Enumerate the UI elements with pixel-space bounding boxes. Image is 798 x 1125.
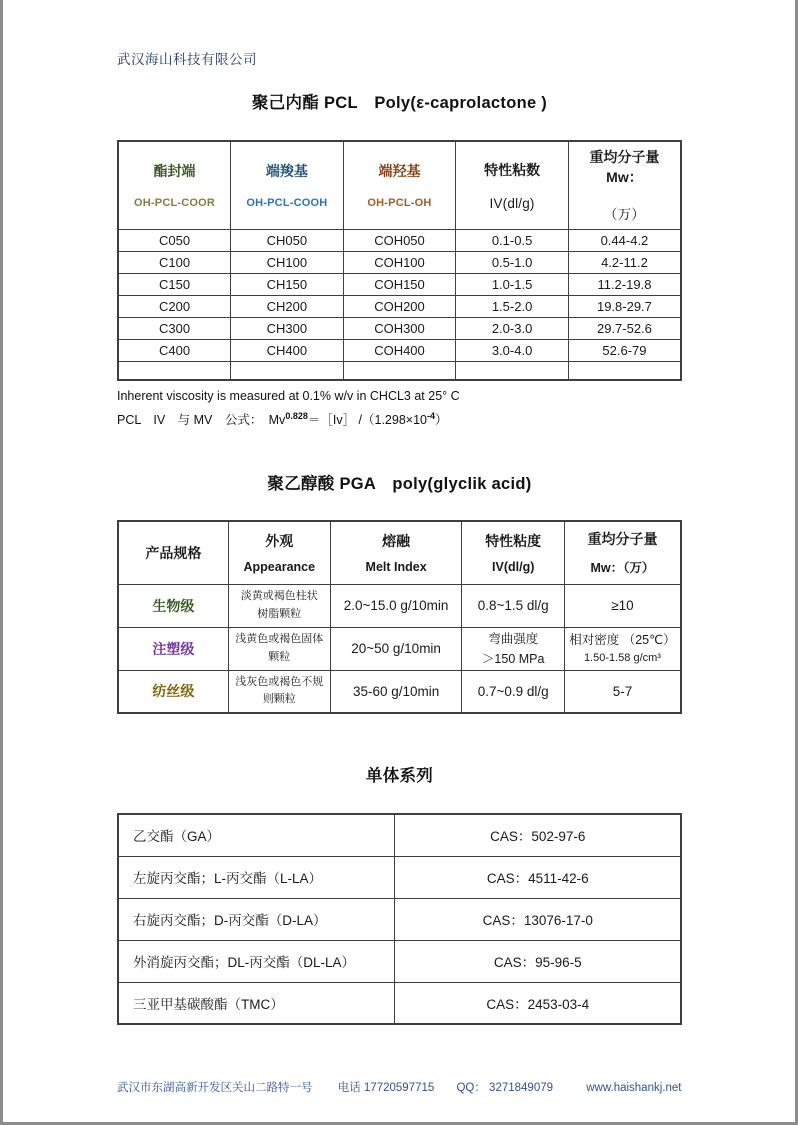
formula-mid: ＝［Iv］ /（1.298×10 (307, 413, 427, 427)
pcl-formula-note (117, 410, 682, 428)
cell: CH400 (231, 339, 344, 361)
grade-label: 生物级 (118, 584, 228, 627)
table-row-injection-grade (118, 627, 681, 670)
company-name: 武汉海山科技有限公司 (117, 52, 257, 67)
pcl-header-molecular-weight (568, 141, 681, 229)
pga-table-header-row (118, 521, 681, 584)
column-subtitle: OH-PCL-OH (367, 197, 432, 210)
appearance-cell (228, 584, 330, 627)
appearance-line: 淡黄或褐色柱状 (240, 590, 318, 603)
empty-cell (456, 361, 569, 380)
cas-number: CAS：95-96-5 (395, 940, 681, 982)
cell: C050 (118, 229, 231, 251)
cell: 52.6-79 (568, 339, 681, 361)
formula-suffix: ） (435, 413, 448, 427)
melt-index-cell: 2.0~15.0 g/10min (330, 584, 462, 627)
cas-number: CAS：2453-03-4 (395, 982, 681, 1024)
viscosity-cell (462, 627, 564, 670)
column-title: 产品规格 (145, 544, 202, 561)
table-row (118, 317, 681, 339)
column-subtitle: Appearance (243, 560, 316, 575)
pga-header-molecular-weight (564, 521, 681, 584)
cas-number: CAS：4511-42-6 (395, 856, 681, 898)
cell: C100 (118, 251, 231, 273)
melt-index-cell: 20~50 g/10min (330, 627, 462, 670)
pcl-header-hydroxyl-end (343, 141, 456, 229)
empty-table-row (118, 361, 681, 380)
table-row (118, 982, 681, 1024)
pga-table (117, 520, 682, 714)
cell: 0.44-4.2 (568, 229, 681, 251)
empty-cell (343, 361, 456, 380)
table-row (118, 814, 681, 856)
table-row (118, 339, 681, 361)
cell: COH100 (343, 251, 456, 273)
appearance-line: 则颗粒 (262, 693, 296, 706)
monomer-name: 右旋丙交酯；D-丙交酯（D-LA） (118, 898, 395, 940)
monomer-name: 三亚甲基碳酸酯（TMC） (118, 982, 395, 1024)
cell: 19.8-29.7 (568, 295, 681, 317)
cell: COH150 (343, 273, 456, 295)
table-row (118, 229, 681, 251)
pga-header-melt-index (330, 521, 462, 584)
pga-section-title: 聚乙醇酸 PGA poly(glyclik acid) (267, 475, 532, 493)
column-subtitle: Mw：（万） (590, 561, 655, 576)
cell: C200 (118, 295, 231, 317)
grade-label: 注塑级 (118, 627, 228, 670)
monomer-section-title: 单体系列 (365, 767, 434, 785)
formula-exponent: -4 (427, 410, 436, 421)
melt-index-cell: 35-60 g/10min (330, 670, 462, 713)
pcl-header-carboxyl-end (231, 141, 344, 229)
cell: 1.5-2.0 (456, 295, 569, 317)
column-title: 酯封端 (153, 163, 196, 180)
pcl-section-title: 聚己内酯 PCL Poly(ε-caprolactone ) (251, 94, 548, 112)
table-row (118, 295, 681, 317)
column-title: 重均分子量 Mw： (589, 149, 660, 186)
cell: 11.2-19.8 (568, 273, 681, 295)
cell: 0.5-1.0 (456, 251, 569, 273)
cell: 4.2-11.2 (568, 251, 681, 273)
monomer-name: 外消旋丙交酯；DL-丙交酯（DL-LA） (118, 940, 395, 982)
appearance-cell (228, 627, 330, 670)
column-title: 外观 (265, 533, 294, 550)
mw-cell (564, 627, 681, 670)
cell: 3.0-4.0 (456, 339, 569, 361)
column-subtitle: （万） (603, 207, 645, 223)
cell: CH300 (231, 317, 344, 339)
pcl-table (117, 140, 682, 381)
column-title: 熔融 (382, 533, 411, 550)
column-title: 重均分子量 (587, 531, 658, 548)
column-subtitle: Melt Index (365, 560, 427, 575)
empty-cell (231, 361, 344, 380)
viscosity-line: ＞150 MPa (481, 651, 545, 666)
page-footer (117, 1079, 682, 1095)
viscosity-note: Inherent viscosity is measured at 0.1% w/v in CHCL3 at 25° C (117, 389, 460, 403)
table-row-spinning-grade (118, 670, 681, 713)
column-subtitle: IV(dl/g) (492, 560, 535, 575)
appearance-line: 浅灰色或褐色不规 (235, 676, 324, 689)
column-subtitle: IV(dl/g) (489, 195, 535, 211)
mw-cell: 5-7 (564, 670, 681, 713)
cell: CH050 (231, 229, 344, 251)
cell: C300 (118, 317, 231, 339)
viscosity-cell: 0.7~0.9 dl/g (462, 670, 564, 713)
cell: 2.0-3.0 (456, 317, 569, 339)
appearance-line: 树脂颗粒 (257, 607, 302, 620)
footer-website: www.haishankj.net (586, 1082, 682, 1094)
cell: 0.1-0.5 (456, 229, 569, 251)
pga-header-appearance (228, 521, 330, 584)
cell: COH200 (343, 295, 456, 317)
page-content (3, 48, 795, 1095)
viscosity-cell: 0.8~1.5 dl/g (462, 584, 564, 627)
footer-address: 武汉市东湖高新开发区关山二路特一号 (117, 1082, 313, 1094)
formula-prefix: PCL IV 与 MV 公式： Mv (117, 413, 286, 427)
empty-cell (568, 361, 681, 380)
pcl-header-intrinsic-viscosity (456, 141, 569, 229)
cas-number: CAS：502-97-6 (395, 814, 681, 856)
cell: COH300 (343, 317, 456, 339)
footer-phone: 电话 17720597715 (337, 1082, 435, 1094)
table-row (118, 898, 681, 940)
column-subtitle: OH-PCL-COOH (246, 197, 328, 210)
table-row (118, 940, 681, 982)
pga-header-product-spec (118, 521, 228, 584)
pcl-header-ester-end (118, 141, 231, 229)
appearance-line: 浅黄色或褐色固体 (235, 633, 324, 646)
cell: COH050 (343, 229, 456, 251)
viscosity-line: 弯曲强度 (488, 631, 539, 646)
cell: C150 (118, 273, 231, 295)
table-row (118, 251, 681, 273)
table-row (118, 273, 681, 295)
formula-exponent: 0.828 (285, 410, 308, 421)
mw-line: 相对密度 （25℃） (569, 632, 676, 647)
pcl-table-header-row (118, 141, 681, 229)
table-row-bio-grade (118, 584, 681, 627)
appearance-line: 颗粒 (268, 650, 291, 663)
column-title: 特性粘数 (484, 161, 541, 178)
cell: C400 (118, 339, 231, 361)
cell: CH200 (231, 295, 344, 317)
footer-qq: QQ： 3271849079 (456, 1082, 554, 1094)
cell: CH100 (231, 251, 344, 273)
grade-label: 纺丝级 (118, 670, 228, 713)
pga-header-intrinsic-viscosity (462, 521, 564, 584)
monomer-name: 乙交酯（GA） (118, 814, 395, 856)
appearance-cell (228, 670, 330, 713)
column-subtitle: OH-PCL-COOR (134, 197, 216, 210)
mw-line: 1.50-1.58 g/cm³ (583, 651, 661, 664)
table-row (118, 856, 681, 898)
column-title: 特性粘度 (485, 533, 542, 550)
cell: CH150 (231, 273, 344, 295)
monomer-name: 左旋丙交酯；L-丙交酯（L-LA） (118, 856, 395, 898)
monomer-table (117, 813, 682, 1025)
cell: 29.7-52.6 (568, 317, 681, 339)
column-title: 端羟基 (378, 163, 421, 180)
mw-cell: ≥10 (564, 584, 681, 627)
empty-cell (118, 361, 231, 380)
cell: COH400 (343, 339, 456, 361)
column-title: 端羧基 (265, 163, 308, 180)
cell: 1.0-1.5 (456, 273, 569, 295)
cas-number: CAS：13076-17-0 (395, 898, 681, 940)
